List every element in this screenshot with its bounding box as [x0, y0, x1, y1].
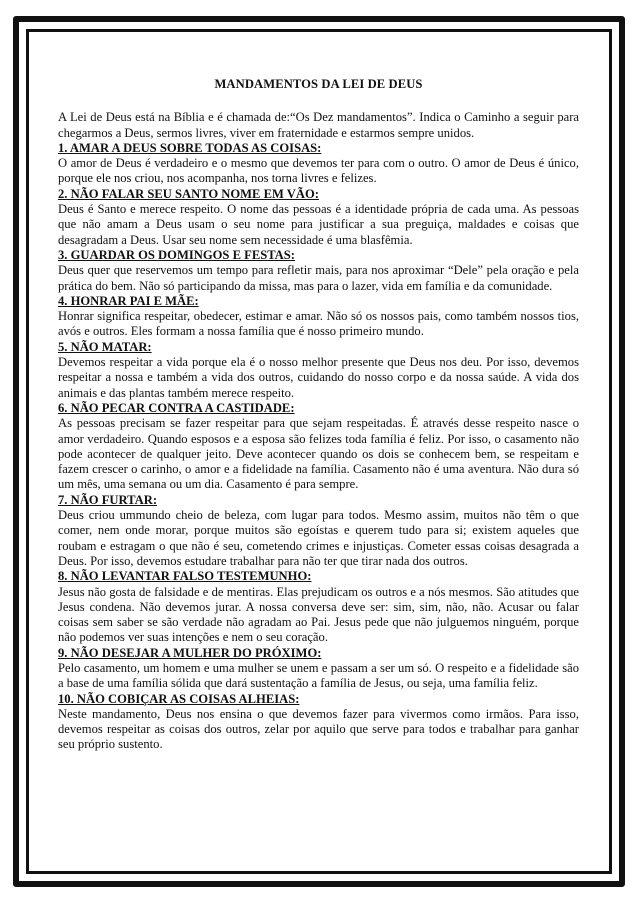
commandment-text: Neste mandamento, Deus nos ensina o que devemos fazer para vivermos como irmãos. Para isso, devemos respeitar as coisas dos outros, zelar por aquilo que serve para todos e trabalhar para ganhar seu próprio sustento. [58, 706, 579, 752]
commandment-heading: 6. NÃO PECAR CONTRA A CASTIDADE: [58, 400, 295, 415]
commandment-heading: 4. HONRAR PAI E MÃE: [58, 293, 199, 308]
document-title: MANDAMENTOS DA LEI DE DEUS [214, 77, 423, 91]
commandment-7 [58, 493, 579, 569]
commandment-text: Deus quer que reservemos um tempo para refletir mais, para nos aproximar “Dele” pela oração e pela prática do bem. Não só participando da missa, mas para o lazer, vida em família e da comunidade. [58, 263, 579, 293]
commandment-heading: 2. NÃO FALAR SEU SANTO NOME EM VÃO: [58, 186, 319, 201]
commandment-heading: 9. NÃO DESEJAR A MULHER DO PRÓXIMO: [58, 645, 322, 660]
commandment-heading: 8. NÃO LEVANTAR FALSO TESTEMUNHO: [58, 569, 312, 584]
commandment-text: Honrar significa respeitar, obedecer, estimar e amar. Não só os nossos pais, como também nossos tios, avós e outros. Eles formam a nossa família que é nosso primeiro mundo. [58, 309, 579, 339]
commandment-text: Jesus não gosta de falsidade e de mentiras. Elas prejudicam os outros e a nós mesmos. São atitudes que Jesus condena. Não devemos jurar. A nossa conversa deve ser: sim, sim, não, não. Acusar ou falar coisas sem saber se são verdade não agradam ao Pai. Jesus pede que não julguemos ninguém, porque não podemos ver suas intenções e nem o seu coração. [58, 584, 579, 645]
commandment-text: Pelo casamento, um homem e uma mulher se unem e passam a ser um só. O respeito e a fidelidade são a base de uma família sólida que dará sustentação a família de Jesus, ou seja, uma família feliz. [58, 660, 579, 691]
commandment-8 [58, 569, 579, 645]
commandment-9 [58, 646, 579, 692]
commandment-6 [58, 401, 579, 493]
commandment-3 [58, 248, 579, 294]
intro-paragraph: A Lei de Deus está na Bíblia e é chamada de:“Os Dez mandamentos”. Indica o Caminho a seguir para chegarmos a Deus, sermos livres, viver em fraternidade e estarmos sempre unidos. [58, 110, 579, 140]
commandment-4 [58, 294, 579, 340]
commandment-5 [58, 340, 579, 401]
commandment-text: As pessoas precisam se fazer respeitar para que sejam respeitadas. É através desse respeito nasce o amor verdadeiro. Quando esposos e a esposa são felizes toda família é feliz. Por isso, o casamento não pode acontecer de qualquer jeito. Deve acontecer quando os dois se conhecem bem, se respeitam e fazem crescer o carinho, o amor e a fidelidade na família. Casamento não é uma aventura. Não dura só um mês, uma semana ou um dia. Casamento é para sempre. [58, 416, 579, 492]
commandment-text: Deus é Santo e merece respeito. O nome das pessoas é a identidade própria de cada uma. As pessoas que não amam a Deus usam o seu nome para justificar a sua preguiça, maldades e coisas que desagradam a Deus. Usar seu nome sem necessidade é uma blasfêmia. [58, 202, 579, 247]
commandment-heading: 7. NÃO FURTAR: [58, 492, 158, 507]
commandment-heading: 10. NÃO COBIÇAR AS COISAS ALHEIAS: [58, 691, 300, 706]
commandment-text: O amor de Deus é verdadeiro e o mesmo que devemos ter para com o outro. O amor de Deus é único, porque ele nos criou, nos acompanha, nos torna livres e felizes. [58, 156, 579, 186]
commandment-text: Deus criou ummundo cheio de beleza, com lugar para todos. Mesmo assim, muitos não têm o que comer, nem onde morar, porque muitos são egoístas e querem tudo para si; existem aqueles que roubam e estragam o que não é seu, cometendo crimes e injustiças. Cometer essas coisas desagrada a Deus. Por isso, devemos estudare trabalhar para não ter que tirar nada dos outros. [58, 508, 579, 568]
commandment-2 [58, 187, 579, 248]
commandment-heading: 3. GUARDAR OS DOMINGOS E FESTAS: [58, 247, 295, 262]
commandment-text: Devemos respeitar a vida porque ela é o nosso melhor presente que Deus nos deu. Por isso, devemos respeitar a nossa e também a vida dos outros, cuidando do nosso corpo e da nossa saúde. A vida dos animais e das plantas também merece respeito. [58, 355, 579, 400]
commandment-1 [58, 141, 579, 187]
commandment-heading: 1. AMAR A DEUS SOBRE TODAS AS COISAS: [58, 140, 322, 155]
document-page [58, 77, 579, 753]
commandment-10 [58, 692, 579, 753]
commandment-heading: 5. NÃO MATAR: [58, 339, 152, 354]
